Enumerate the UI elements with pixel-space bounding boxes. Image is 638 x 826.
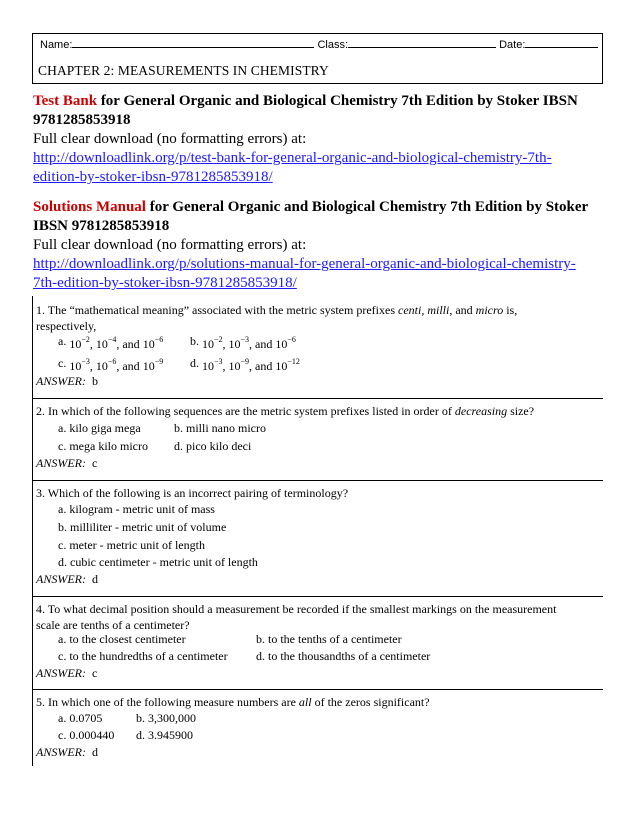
q3-answer: ANSWER: d: [36, 572, 98, 586]
q2-option-a: a. kilo giga mega: [58, 421, 141, 435]
q1-option-c: c. $10^{-3}$, $10^{-6}$, and $10^{-9}$: [58, 356, 164, 373]
solutions-title: Solutions Manual for General Organic and Biological Chemistry 7th Edition by Stoker: [33, 199, 589, 215]
class-label: Class:: [317, 39, 349, 51]
q5-option-a: a. 0.0705: [58, 711, 103, 725]
test-bank-title-line2: 9781285853918: [33, 112, 131, 128]
test-bank-tag: Test Bank: [33, 93, 98, 109]
solutions-link-line2[interactable]: 7th-edition-by-stoker-ibsn-9781285853918/: [33, 275, 297, 291]
question-5-text: 5. In which one of the following measure numbers are all of the zeros significant?: [36, 695, 430, 709]
q5-answer: ANSWER: d: [36, 745, 98, 759]
question-1: 1. The “mathematical meaning” associated with the metric system prefixes centi, milli, and micro is, respectively,: [36, 302, 596, 334]
header-fields-row: [40, 37, 598, 51]
name-field[interactable]: [72, 37, 314, 48]
test-bank-title: Test Bank for General Organic and Biological Chemistry 7th Edition by Stoker IBSN: [33, 93, 578, 109]
q2-option-b: b. milli nano micro: [174, 421, 266, 435]
date-field[interactable]: [525, 37, 598, 48]
q2-answer: ANSWER: c: [36, 456, 98, 470]
solutions-link-line1[interactable]: http://downloadlink.org/p/solutions-manual-for-general-organic-and-biological-chemistry-: [33, 256, 576, 272]
solutions-promo: [33, 198, 613, 293]
q5-option-d: d. 3.945900: [136, 728, 193, 742]
q5-option-b: b. 3,300,000: [136, 711, 196, 725]
q1-option-d: d. $10^{-3}$, $10^{-9}$, and $10^{-12}$: [190, 356, 300, 373]
q3-option-c: c. meter - metric unit of length: [58, 538, 205, 552]
solutions-tag: Solutions Manual: [33, 199, 146, 215]
question-3-rule: [32, 480, 603, 481]
question-3-text: 3. Which of the following is an incorrect pairing of terminology?: [36, 486, 349, 500]
question-5-rule: [32, 689, 603, 690]
date-label: Date:: [499, 39, 526, 51]
q4-option-d: d. to the thousandths of a centimeter: [256, 649, 431, 663]
test-bank-download-text: Full clear download (no formatting errors) at:: [33, 131, 307, 147]
test-bank-link-line2[interactable]: edition-by-stoker-ibsn-9781285853918/: [33, 169, 273, 185]
question-area-left-rule: [32, 296, 33, 766]
q2-option-c: c. mega kilo micro: [58, 439, 148, 453]
q4-answer: ANSWER: c: [36, 666, 98, 680]
q1-option-b: b. $10^{-2}$, $10^{-3}$, and $10^{-6}$: [190, 334, 296, 351]
q1-answer: ANSWER: b: [36, 374, 98, 388]
q4-option-a: a. to the closest centimeter: [58, 632, 186, 646]
name-label: Name:: [40, 39, 73, 51]
q5-option-c: c. 0.000440: [58, 728, 115, 742]
question-4-rule: [32, 596, 603, 597]
question-1-text: 1. The “mathematical meaning” associated with the metric system prefixes centi, milli, and micro is,: [36, 303, 518, 317]
question-4-text: 4. To what decimal position should a measurement be recorded if the smallest markings on the measurement scale are tenths of a centimeter?: [36, 602, 557, 632]
q3-option-a: a. kilogram - metric unit of mass: [58, 502, 215, 516]
solutions-download-text: Full clear download (no formatting errors) at:: [33, 237, 307, 253]
q2-option-d: d. pico kilo deci: [174, 439, 252, 453]
q4-option-c: c. to the hundredths of a centimeter: [58, 649, 228, 663]
q3-option-d: d. cubic centimeter - metric unit of length: [58, 555, 258, 569]
q4-option-b: b. to the tenths of a centimeter: [256, 632, 402, 646]
chapter-title: CHAPTER 2: MEASUREMENTS IN CHEMISTRY: [38, 63, 329, 78]
test-bank-link-line1[interactable]: http://downloadlink.org/p/test-bank-for-general-organic-and-biological-chemistry-7th-: [33, 150, 552, 166]
q1-option-a: a. $10^{-2}$, $10^{-4}$, and $10^{-6}$: [58, 334, 164, 351]
solutions-title-line2: IBSN 9781285853918: [33, 218, 170, 234]
q3-option-b: b. milliliter - metric unit of volume: [58, 520, 227, 534]
question-2-text: 2. In which of the following sequences are the metric system prefixes listed in order of decreasing size?: [36, 404, 535, 418]
question-2-rule: [32, 398, 603, 399]
class-field[interactable]: [348, 37, 496, 48]
test-bank-promo: [33, 92, 613, 187]
header-bottom-rule: [32, 83, 603, 84]
